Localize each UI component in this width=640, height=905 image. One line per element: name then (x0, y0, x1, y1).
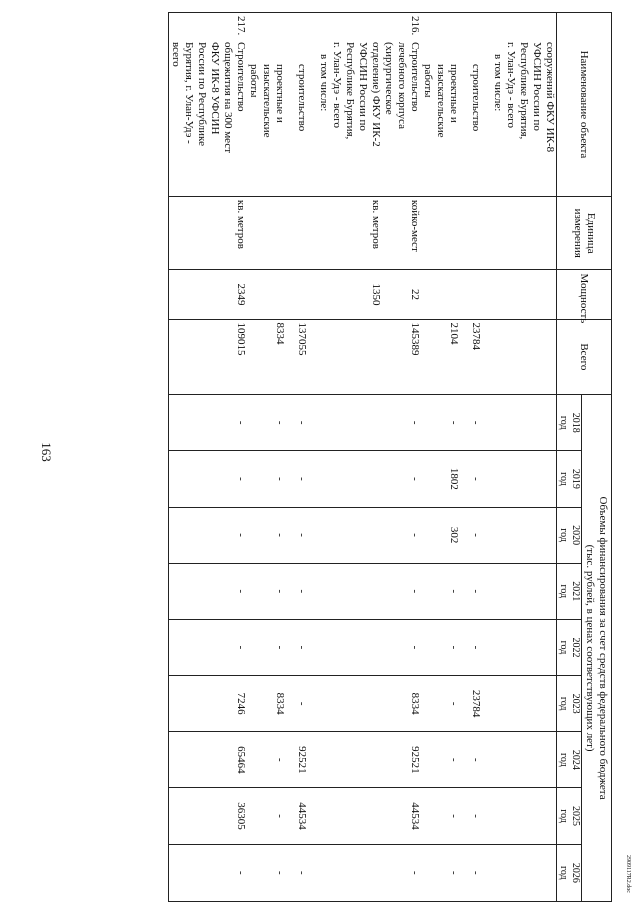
year-value-cell: - (330, 844, 421, 901)
year-value-cell: - (460, 395, 482, 451)
unit-cell (504, 196, 557, 270)
table-row (482, 13, 504, 902)
capacity-value-secondary: 1350 (370, 283, 382, 306)
year-value: 2024 (570, 749, 581, 770)
funding-subtitle: (тыс. рублей, в ценах соответствующих лет) (584, 544, 597, 752)
year-value-cell: - (421, 563, 460, 619)
year-value-cell (308, 676, 330, 732)
table-row (460, 13, 482, 902)
year-value-cell: - (247, 563, 286, 619)
year-suffix: год (558, 696, 569, 711)
table-row (286, 13, 308, 902)
unit-cell (482, 196, 504, 270)
year-header (557, 844, 582, 901)
year-value-cell (482, 676, 504, 732)
year-value-cell (504, 619, 557, 675)
col-header-unit: Единица измерения (557, 196, 612, 270)
year-value-cell (504, 676, 557, 732)
year-value-cell: 65464 (169, 732, 248, 788)
year-value-cell: - (460, 451, 482, 507)
object-name-cell (169, 13, 248, 197)
year-value: 2018 (570, 412, 581, 433)
object-name-line: Строительство (235, 42, 247, 112)
col-header-funding (582, 395, 612, 902)
object-name-cell (504, 13, 557, 197)
year-value-cell: 1802 (421, 451, 460, 507)
capacity-cell (286, 270, 308, 319)
year-value-cell: 44534 (330, 788, 421, 844)
row-number (469, 16, 482, 42)
year-value-cell: - (247, 507, 286, 563)
year-value-cell: - (421, 619, 460, 675)
year-value: 2020 (570, 525, 581, 546)
year-value-cell: - (460, 619, 482, 675)
rotated-table-area (122, 12, 612, 902)
year-value-cell: 7246 (169, 676, 248, 732)
year-value-cell: 92521 (330, 732, 421, 788)
object-name-cell (308, 13, 330, 197)
row-number (247, 16, 286, 42)
object-name-line: Республике Бурятия, (518, 42, 530, 140)
year-value-cell: - (421, 732, 460, 788)
col-header-name: Наименование объекта (557, 13, 612, 197)
row-number (504, 16, 556, 42)
year-value-cell: - (286, 619, 308, 675)
year-value-cell: - (169, 844, 248, 901)
year-value-cell: - (286, 676, 308, 732)
year-value-cell: - (247, 788, 286, 844)
year-value-cell: - (247, 395, 286, 451)
year-value-cell: 44534 (286, 788, 308, 844)
year-value-cell: - (330, 451, 421, 507)
unit-value: кв. метров (235, 199, 247, 249)
object-name-line: работы (248, 64, 260, 98)
year-value-cell (482, 788, 504, 844)
year-suffix: год (558, 528, 569, 542)
object-name-cell (330, 13, 421, 197)
year-header (557, 676, 582, 732)
funding-table (168, 12, 612, 902)
year-value: 2023 (570, 693, 581, 714)
year-value-cell (504, 563, 557, 619)
year-value-cell (504, 844, 557, 901)
year-value: 2025 (570, 806, 581, 827)
year-value: 2019 (570, 468, 581, 489)
year-suffix: год (558, 809, 569, 823)
year-value-cell: - (330, 507, 421, 563)
year-value-cell: - (460, 788, 482, 844)
total-cell: 2104 (421, 319, 460, 395)
year-value-cell (482, 563, 504, 619)
unit-cell (330, 196, 421, 270)
capacity-value: 2349 (235, 283, 247, 306)
year-value-cell (308, 844, 330, 901)
object-name-line: (хирургическое (383, 42, 395, 115)
year-value-cell (482, 844, 504, 901)
year-value-cell (308, 507, 330, 563)
year-value-cell: - (330, 619, 421, 675)
object-name-line: изыскательские (435, 64, 447, 138)
object-name-line: Строительство (409, 42, 421, 112)
year-header (557, 619, 582, 675)
row-number (295, 16, 308, 42)
year-value-cell (308, 563, 330, 619)
year-value-cell: - (460, 507, 482, 563)
total-cell: 145389 (330, 319, 421, 395)
unit-value-secondary: кв. метров (370, 199, 382, 249)
year-value-cell (482, 507, 504, 563)
row-number (421, 16, 460, 42)
unit-cell (247, 196, 286, 270)
footer-code: 2909117R2.doc (625, 855, 631, 893)
row-number (491, 16, 504, 42)
row-number: 216. (409, 16, 421, 36)
year-header (557, 395, 582, 451)
year-value-cell: 36305 (169, 788, 248, 844)
year-value-cell: - (247, 844, 286, 901)
object-name-cell (460, 13, 482, 197)
year-value-cell: - (330, 563, 421, 619)
year-suffix: год (558, 584, 569, 599)
object-name-line: работы (422, 64, 434, 98)
year-value-cell: - (169, 507, 248, 563)
row-number (317, 16, 330, 42)
year-value: 2021 (570, 581, 581, 602)
table-body (169, 13, 557, 902)
capacity-cell (169, 270, 248, 319)
object-name-line: всего (170, 42, 182, 67)
year-value-cell (482, 451, 504, 507)
year-value-cell: 302 (421, 507, 460, 563)
object-name-line: в том числе: (492, 54, 504, 112)
capacity-value: 22 (409, 289, 421, 300)
object-name-cell (482, 13, 504, 197)
year-value-cell: - (421, 844, 460, 901)
year-value-cell: - (169, 563, 248, 619)
year-value-cell (308, 788, 330, 844)
year-value-cell (504, 507, 557, 563)
object-name-line: Республике Бурятия, (344, 42, 356, 140)
year-value-cell: - (169, 451, 248, 507)
total-cell (504, 319, 557, 395)
capacity-cell (460, 270, 482, 319)
year-value-cell: - (421, 788, 460, 844)
total-cell: 137055 (286, 319, 308, 395)
total-cell: 23784 (460, 319, 482, 395)
year-value-cell: - (421, 676, 460, 732)
col-header-total: Всего (557, 319, 612, 395)
object-name-cell (286, 13, 308, 197)
year-value-cell (504, 788, 557, 844)
year-header (557, 507, 582, 563)
col-header-capacity: Мощность (557, 270, 612, 319)
object-name-line: лечебного корпуса (396, 42, 408, 130)
object-name-line: отделение) ФКУ ИК-2 (370, 42, 382, 147)
object-name-line: Бурятия, г. Улан-Удэ - (183, 42, 195, 144)
year-suffix: год (558, 865, 569, 880)
year-suffix: год (558, 415, 569, 430)
year-header (557, 451, 582, 507)
year-value-cell: - (169, 395, 248, 451)
year-value-cell: - (460, 844, 482, 901)
year-value-cell (504, 395, 557, 451)
year-value-cell: - (286, 563, 308, 619)
table-row (504, 13, 557, 902)
total-cell: 109015 (169, 319, 248, 395)
table-row (247, 13, 286, 902)
object-name-line: УФСИН России по (357, 42, 369, 131)
unit-cell (421, 196, 460, 270)
object-name-line: России по Республике (196, 42, 208, 146)
object-name-cell (247, 13, 286, 197)
capacity-cell (421, 270, 460, 319)
total-cell (308, 319, 330, 395)
capacity-cell (247, 270, 286, 319)
capacity-cell (504, 270, 557, 319)
object-name-line: в том числе: (318, 54, 330, 112)
table-row (330, 13, 421, 902)
year-value-cell (308, 451, 330, 507)
row-number: 217. (235, 16, 247, 36)
year-value-cell: - (460, 732, 482, 788)
object-name-line: ФКУ ИК-8 УФСИН (209, 42, 221, 135)
object-name-line: строительство (296, 64, 308, 132)
year-value-cell: - (286, 451, 308, 507)
year-value-cell: 8334 (247, 676, 286, 732)
object-name-cell (421, 13, 460, 197)
year-value-cell: - (247, 732, 286, 788)
table-row (308, 13, 330, 902)
unit-cell (286, 196, 308, 270)
total-cell: 8334 (247, 319, 286, 395)
table-row (421, 13, 460, 902)
object-name-line: УФСИН России по (531, 42, 543, 131)
year-suffix: год (558, 472, 569, 486)
table-row (169, 13, 248, 902)
capacity-cell (308, 270, 330, 319)
year-value-cell: - (286, 507, 308, 563)
year-header (557, 732, 582, 788)
year-value-cell (504, 732, 557, 788)
unit-cell (169, 196, 248, 270)
year-value-cell (308, 732, 330, 788)
year-value-cell: - (247, 451, 286, 507)
year-value-cell: 23784 (460, 676, 482, 732)
year-value: 2026 (570, 862, 581, 883)
capacity-cell (330, 270, 421, 319)
page-number: 163 (39, 442, 54, 462)
year-value-cell: - (169, 619, 248, 675)
year-value-cell (504, 451, 557, 507)
year-value-cell (482, 395, 504, 451)
funding-table-sheet (122, 12, 612, 902)
object-name-line: строительство (470, 64, 482, 132)
year-value-cell (482, 619, 504, 675)
year-value-cell: - (247, 619, 286, 675)
year-suffix: год (558, 640, 569, 655)
year-value-cell: - (460, 563, 482, 619)
unit-value: койко-мест (409, 199, 421, 252)
year-value-cell: 92521 (286, 732, 308, 788)
object-name-line: изыскательские (261, 64, 273, 138)
year-value-cell (308, 395, 330, 451)
year-value-cell (308, 619, 330, 675)
year-value-cell (482, 732, 504, 788)
object-name-line: проектные и (448, 64, 460, 123)
table-header (557, 13, 612, 902)
total-cell (482, 319, 504, 395)
year-value-cell: 8334 (330, 676, 421, 732)
object-name-line: общежития на 300 мест (222, 42, 234, 154)
year-header (557, 788, 582, 844)
year-value-cell: - (421, 395, 460, 451)
object-name-line: сооружений ФКУ ИК-8 (544, 42, 556, 153)
year-value: 2022 (570, 637, 581, 658)
unit-cell (308, 196, 330, 270)
year-value-cell: - (330, 395, 421, 451)
year-suffix: год (558, 753, 569, 767)
object-name-line: г. Улан-Удэ - всего (331, 42, 343, 129)
year-header (557, 563, 582, 619)
capacity-cell (482, 270, 504, 319)
year-value-cell: - (286, 395, 308, 451)
object-name-line: проектные и (274, 64, 286, 123)
object-name-line: г. Улан-Удэ - всего (505, 42, 517, 129)
year-value-cell: - (286, 844, 308, 901)
unit-cell (460, 196, 482, 270)
funding-title: Объемы финансирования за счет средств федерального бюджета (597, 496, 610, 800)
